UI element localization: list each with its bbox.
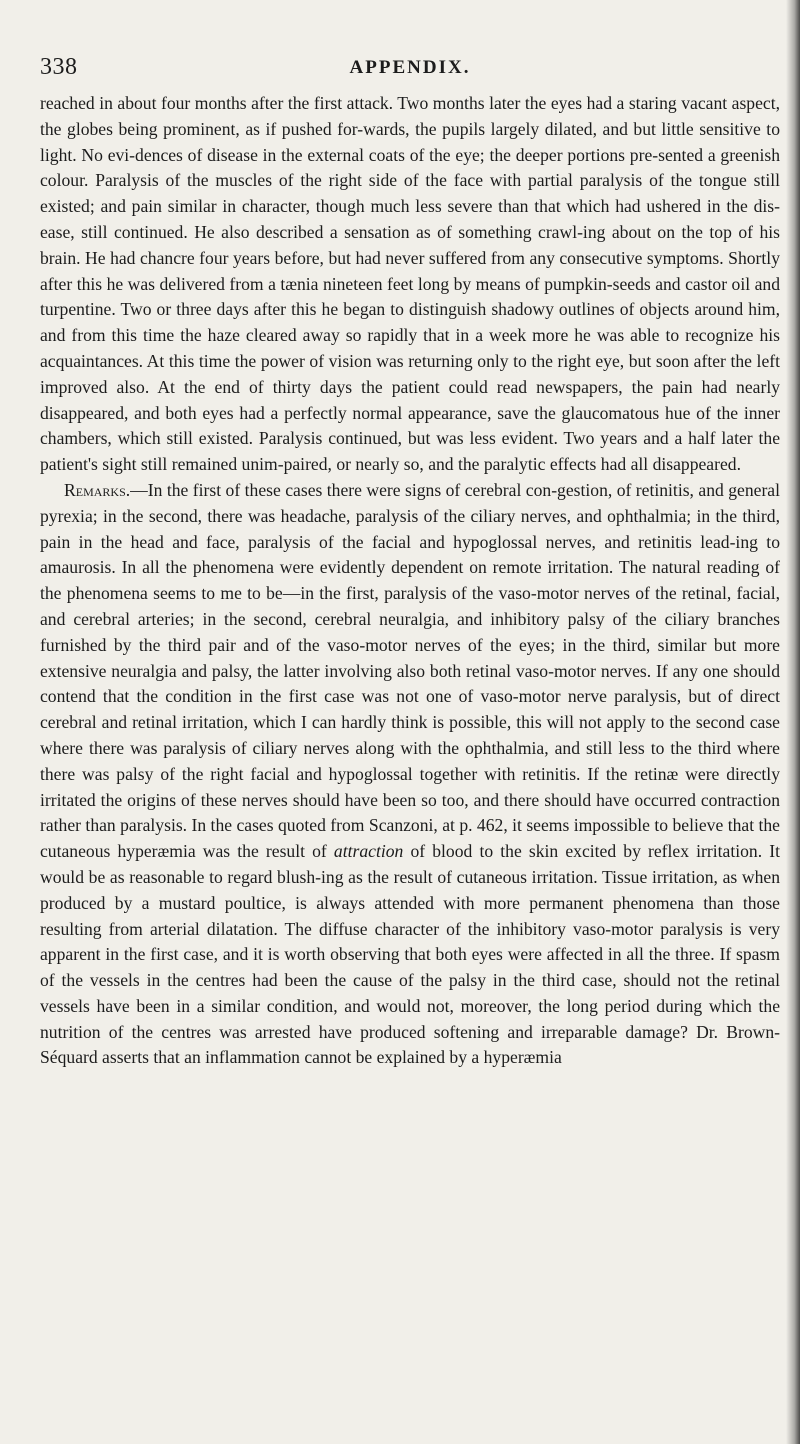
- remarks-label: Remarks.: [64, 479, 131, 500]
- paragraph-remarks: [40, 478, 780, 1071]
- remarks-text-part-2: of blood to the skin excited by reflex irritation. It would be as reasonable to regard blush-ing as the result of cutaneous irritation. Tissue irritation, as when produced by a mustard poultice, is always attended with more permanent phenomena than those resulting from arterial dilatation. The diffuse character of the inhibitory vaso-motor paralysis is very apparent in the first case, and it is worth observing that both eyes were affected in all the three. If spasm of the vessels in the centres had been the cause of the palsy in the third case, should not the retinal vessels have been in a similar condition, and would not, moreover, the long period during which the nutrition of the centres was arrested have produced softening and irreparable damage? Dr. Brown-Séquard asserts that an inflammation cannot be explained by a hyperæmia: [40, 841, 781, 1068]
- body-text: [40, 91, 780, 1071]
- italic-phrase: attraction: [333, 841, 404, 862]
- page-header: [40, 54, 780, 88]
- remarks-text-part-1: —In the first of these cases there were signs of cerebral con-gestion, of retinitis, and general pyrexia; in the second, there was headache, paralysis of the ciliary nerves, and ophthalmia; in the third, pain in the head and face, paralysis of the facial and hypoglossal nerves, and retinitis lead-ing to amaurosis. In all the phenomena were evidently dependent on remote irritation. The natural reading of the phenomena seems to me to be—in the first, paralysis of the vaso-motor nerves of the retinal, facial, and cerebral arteries; in the second, cerebral neuralgia, and inhibitory palsy of the ciliary branches furnished by the third pair and of the vaso-motor nerves of the eyes; in the third, similar but more extensive neuralgia and palsy, the latter involving also both retinal vaso-motor nerves. If any one should contend that the condition in the first case was not one of vaso-motor nerve paralysis, but of direct cerebral and retinal irritation, which I can hardly think is possible, this will not apply to the second case where there was paralysis of ciliary nerves along with the ophthalmia, and still less to the third where there was palsy of the right facial and hypoglossal together with retinitis. If the retinæ were directly irritated the origins of these nerves should have been so too, and there should have occurred contraction rather than paralysis. In the cases quoted from Scanzoni, at p. 462, it seems impossible to believe that the cutaneous hyperæmia was the result of: [40, 479, 780, 862]
- page-number: 338: [40, 54, 78, 80]
- paragraph-case-narrative: reached in about four months after the first attack. Two months later the eyes had a staring vacant aspect, the globes being prominent, as if pushed for-wards, the pupils largely dilated, and but little sensitive to light. No evi-dences of disease in the external coats of the eye; the deeper portions pre-sented a greenish colour. Paralysis of the muscles of the right side of the face with partial paralysis of the tongue still existed; and pain similar in character, though much less severe than that which had ushered in the dis-ease, still continued. He also described a sensation as of something crawl-ing about on the top of his brain. He had chancre four years before, but had never suffered from any consecutive symptoms. Shortly after this he was delivered from a tænia nineteen feet long by means of pumpkin-seeds and castor oil and turpentine. Two or three days after this he began to distinguish shadowy outlines of objects around him, and from this time the haze cleared away so rapidly that in a week more he was able to recognize his acquaintances. At this time the power of vision was returning only to the right eye, but soon after the left improved also. At the end of thirty days the patient could read newspapers, the pain had nearly disappeared, and both eyes had a perfectly normal appearance, save the glaucomatous hue of the inner chambers, which still existed. Paralysis continued, but was less evident. Two years and a half later the patient's sight still remained unim-paired, or nearly so, and the paralytic effects had all disappeared.: [40, 93, 780, 475]
- page-edge-shadow: [786, 0, 800, 1444]
- running-head: APPENDIX.: [349, 57, 471, 78]
